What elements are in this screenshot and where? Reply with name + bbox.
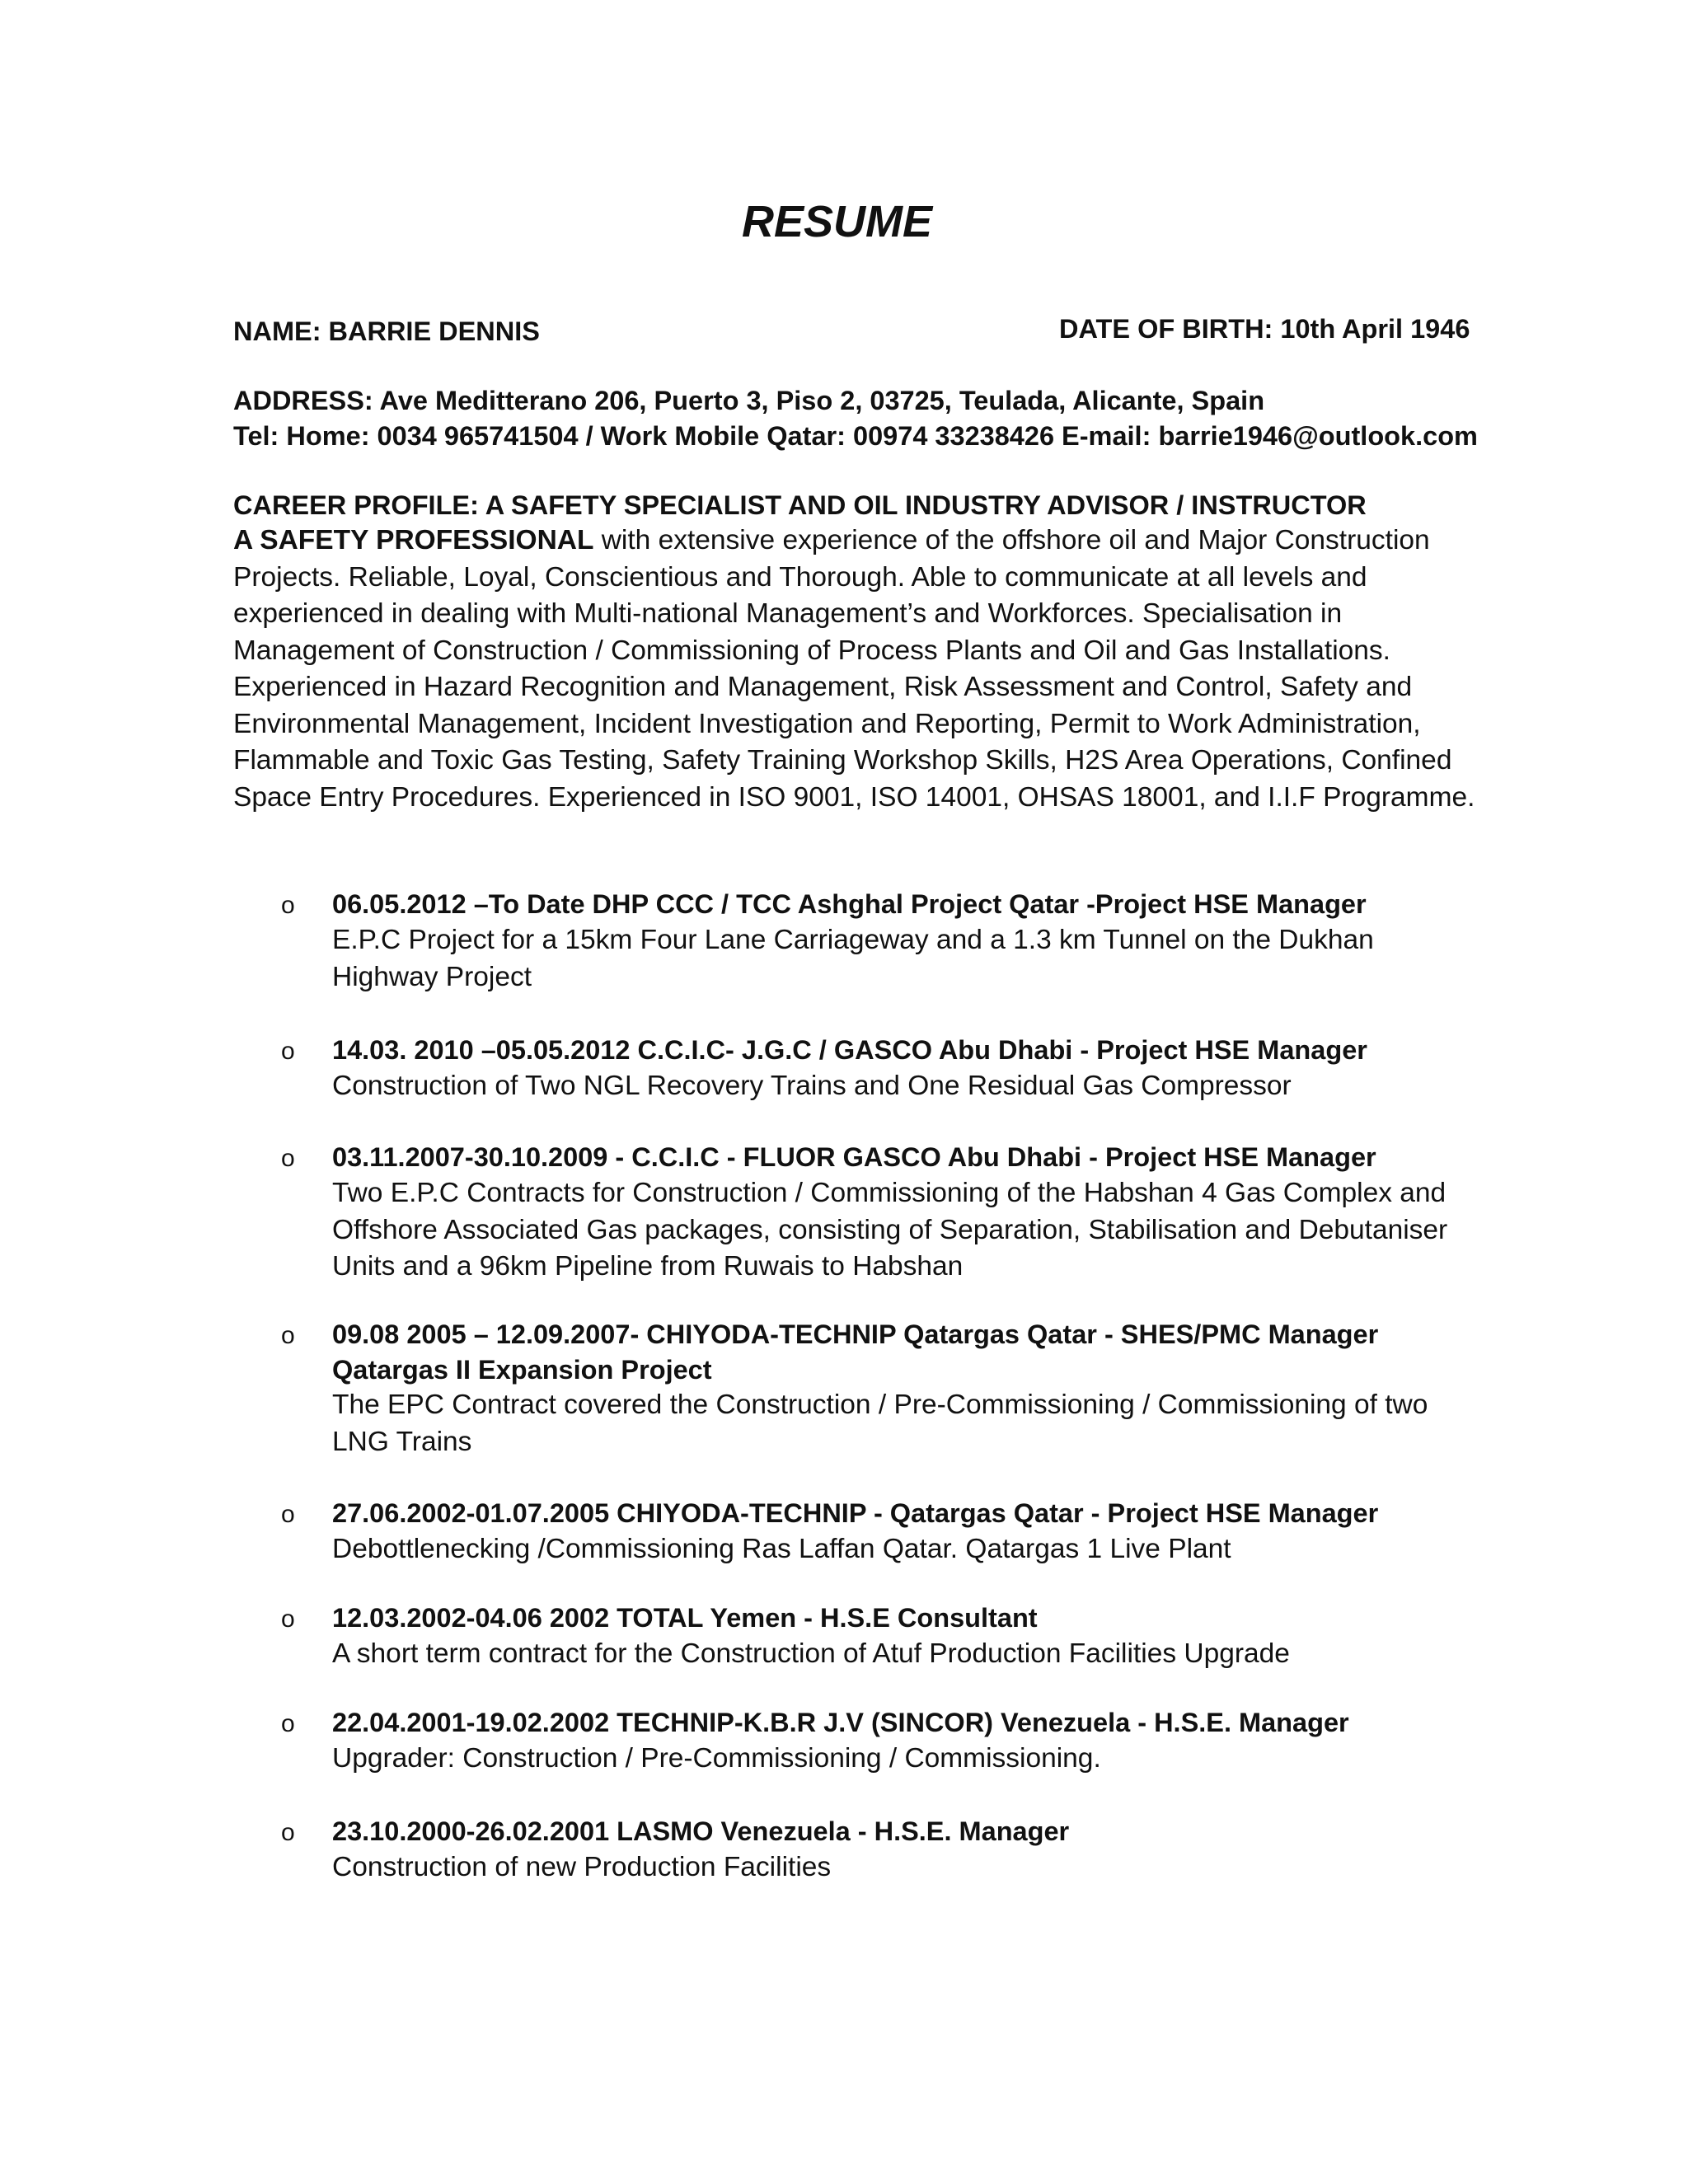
job-description: Two E.P.C Contracts for Construction / Commissioning of the Habshan 4 Gas Complex and [332,1178,1447,1208]
profile-line: Experienced in Hazard Recognition and Management, Risk Assessment and Control, Safety and [233,672,1413,702]
job-heading: 14.03. 2010 –05.05.2012 C.C.I.C- J.G.C / GASCO Abu Dhabi - Project HSE Manager [332,1035,1367,1065]
career-profile-heading: CAREER PROFILE: A SAFETY SPECIALIST AND OIL INDUSTRY ADVISOR / INSTRUCTOR [233,490,1367,520]
profile-line: A SAFETY PROFESSIONAL with extensive experience of the offshore oil and Major Construction [233,525,1430,555]
resume-title: RESUME [741,197,933,246]
job-description: Units and a 96km Pipeline from Ruwais to Habshan [332,1251,964,1282]
bullet-icon: o [281,1605,295,1633]
profile-line: experienced in dealing with Multi-national Management’s and Workforces. Specialisation in [233,598,1343,629]
job-description: LNG Trains [332,1426,472,1457]
bullet-icon: o [281,1710,295,1737]
profile-line: Flammable and Toxic Gas Testing, Safety Training Workshop Skills, H2S Area Operations, Confined [233,745,1452,776]
job-heading: 22.04.2001-19.02.2002 TECHNIP-K.B.R J.V (SINCOR) Venezuela - H.S.E. Manager [332,1708,1349,1737]
job-description: Debottlenecking /Commissioning Ras Laffan Qatar. Qatargas 1 Live Plant [332,1534,1231,1564]
job-description: Construction of new Production Facilities [332,1852,832,1882]
job-description: The EPC Contract covered the Construction / Pre-Commissioning / Commissioning of two [332,1390,1428,1420]
bullet-icon: o [281,1819,295,1846]
bullet-icon: o [281,1501,295,1528]
job-description: Construction of Two NGL Recovery Trains and One Residual Gas Compressor [332,1071,1292,1101]
job-description: Upgrader: Construction / Pre-Commissioning / Commissioning. [332,1743,1101,1774]
bullet-icon: o [281,892,295,919]
job-heading: 06.05.2012 –To Date DHP CCC / TCC Ashghal Project Qatar -Project HSE Manager [332,889,1367,919]
bullet-icon: o [281,1145,295,1172]
job-heading: 03.11.2007-30.10.2009 - C.C.I.C - FLUOR GASCO Abu Dhabi - Project HSE Manager [332,1142,1376,1172]
career-profile-paragraph [233,523,1475,816]
job-description: Highway Project [332,961,532,992]
job-heading: Qatargas II Expansion Project [332,1355,712,1385]
profile-lead: A SAFETY PROFESSIONAL [233,525,594,555]
profile-line: Space Entry Procedures. Experienced in ISO 9001, ISO 14001, OHSAS 18001, and I.I.F Programme. [233,781,1475,813]
profile-line: Environmental Management, Incident Investigation and Reporting, Permit to Work Administration, [233,708,1421,739]
contact-line: Tel: Home: 0034 965741504 / Work Mobile Qatar: 00974 33238426 E-mail: barrie1946@outlook.com [233,421,1478,451]
job-description: Offshore Associated Gas packages, consisting of Separation, Stabilisation and Debutaniser [332,1214,1448,1245]
address-line: ADDRESS: Ave Meditterano 206, Puerto 3, Piso 2, 03725, Teulada, Alicante, Spain [233,386,1265,415]
job-description: A short term contract for the Construction of Atuf Production Facilities Upgrade [332,1638,1290,1669]
job-heading: 12.03.2002-04.06 2002 TOTAL Yemen - H.S.E Consultant [332,1603,1038,1633]
profile-line: Management of Construction / Commissioning of Process Plants and Oil and Gas Installations. [233,635,1390,666]
profile-line: Projects. Reliable, Loyal, Conscientious and Thorough. Able to communicate at all levels and [233,561,1367,593]
job-heading: 27.06.2002-01.07.2005 CHIYODA-TECHNIP - Qatargas Qatar - Project HSE Manager [332,1498,1379,1528]
bullet-icon: o [281,1322,295,1349]
date-of-birth-line: DATE OF BIRTH: 10th April 1946 [1059,314,1470,344]
bullet-icon: o [281,1038,295,1065]
job-heading: 09.08 2005 – 12.09.2007- CHIYODA-TECHNIP Qatargas Qatar - SHES/PMC Manager [332,1319,1379,1349]
name-line: NAME: BARRIE DENNIS [233,316,540,346]
job-heading: 23.10.2000-26.02.2001 LASMO Venezuela - H.S.E. Manager [332,1816,1070,1846]
job-description: E.P.C Project for a 15km Four Lane Carriageway and a 1.3 km Tunnel on the Dukhan [332,925,1374,955]
